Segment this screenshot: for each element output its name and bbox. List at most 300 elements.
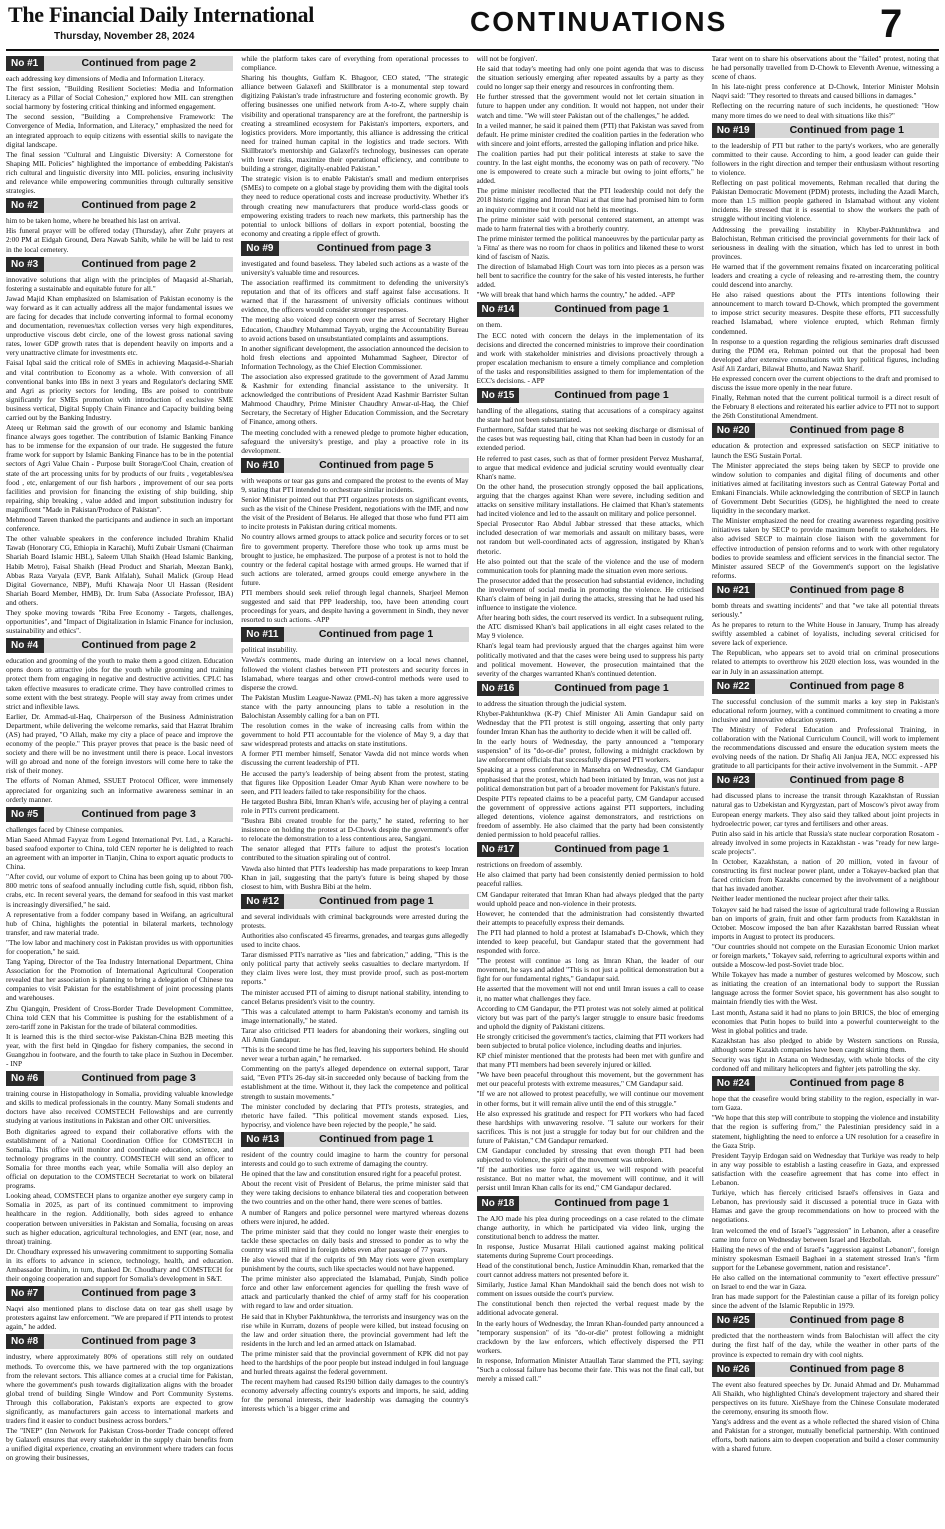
story-paragraph: Tang Yaping, Director of the Tea Industry International Department, China Association for the Promotion of International Agricultural Cooperation revealed that her association is planning to bring a delegation of Chinese tea companies to visit Pakistan for the establishment of joint processing plants and warehouses.: [6, 957, 234, 1003]
story-paragraph: innovative solutions that align with the principles of Maqasid al-Shariah, fostering a sustainable and equitable future for all.": [6, 274, 234, 293]
masthead: [0, 0, 945, 50]
story-paragraph: Reflecting on the recurring nature of such incidents, he questioned: "How many more times do we need to deal with situations like this?": [711, 101, 939, 120]
story-paragraph: will not be forgiven'.: [476, 54, 538, 63]
story-body: [477, 406, 704, 678]
story-number: No #12: [241, 894, 284, 909]
story-body: [6, 656, 233, 804]
story-paragraph: "We will break that hand which harms the country," he added. -APP: [476, 290, 675, 300]
continued-from-label: Continued from page 5: [319, 458, 434, 471]
story-number: No #23: [712, 773, 755, 788]
story-paragraph: He further stressed that the government would not let certain situation in future to happen under any condition. It would not happen, not under their watch and time. "We will steer Pakistan out of the challenges," he added.: [476, 92, 704, 120]
story-paragraph: to the leadership of PTI but rather to the party's workers, who are generally committed to their cause. According to him, a good leader can guide their followers in the right direction and temper their enthusiasm without resorting to violence.: [711, 140, 939, 177]
story-paragraph: Addressing the prevailing instability in Khyber-Pakhtunkhwa and Balochistan, Rehman criticised the provincial governments for their lack of seriousness in dealing with the situation, which has led to unrest in both provinces.: [711, 224, 939, 261]
continued-from-label: Continued from page 8: [789, 774, 904, 787]
story-paragraph: Last month, Astana said it had no plans to join BRICS, the bloc of emerging economies that Putin hopes to build into a powerful counterweight to the West in global politics and trade.: [711, 1007, 939, 1035]
section-title: CONTINUATIONS: [470, 6, 728, 37]
story-paragraph: Putin also said in his article that Russia's state nuclear corporation Rosatom - already involved in some projects in Kazakhstan - was "ready for new large-scale projects".: [711, 828, 939, 856]
continuation-story: [477, 681, 704, 839]
story-paragraph: The event also featured speeches by Dr. Junaid Ahmad and Dr. Muhammad Ali Shaikh, who highlighted China's development trajectory and shared their perspectives on its future. XieShaye from the Chinese Consulate moderated the ceremony, ensuring its smooth flow.: [711, 1379, 939, 1416]
story-paragraph: Commenting on the party's alleged dependence on external support, Tarar said, "Even PTI's 26-day sit-in succeeded only because of backing from the establishment at the time. Without it, they lack the competence and political strength to sustain movements.": [241, 1064, 469, 1101]
story-paragraph: Kazakhstan has also pledged to abide by Western sanctions on Russia, although some Kazakh companies have been caught skirting them.: [711, 1035, 939, 1054]
story-paragraph: He also pointed out that the scale of the violence and the use of modern communication tools for planning made the situation even more serious.: [476, 556, 704, 575]
story-paragraph: Dr. Choudhary expressed his unwavering commitment to supporting Somalia in its efforts to advance in science, technology, health, and education. Ambassador Ibrahim, in turn, thanked Dr. Choudhary and COMSTECH for their ongoing cooperation and support for Somalia's development in S&T.: [6, 1246, 234, 1284]
continuation-story: [241, 627, 468, 890]
story-paragraph: "The low labor and machinery cost in Pakistan provides us with opportunities for cooperation," he said.: [6, 937, 234, 956]
story-paragraph: on them.: [476, 320, 503, 330]
story-number: No #7: [6, 1286, 44, 1301]
story-paragraph: Looking ahead, COMSTECH plans to organize another eye surgery camp in Somalia in 2025, as part of its continued commitment to improving healthcare in the region. Additionally, both sides agreed to enhance cooperation between universities in Pakistan and Somalia, focusing on areas such as higher education, agricultural technologies, and ENT (ear, nose, and throat) training.: [6, 1191, 234, 1246]
story-number: No #11: [241, 627, 283, 642]
continuation-story: [712, 423, 939, 579]
story-paragraph: The "INEP" (Inn Network for Pakistan Cross-border Trade concept offered by Galaxefi ensures that every stakeholder in the supply chain benefits from a unified digital experience, creating an environment where traders can focus on growing their businesses,: [6, 1426, 234, 1463]
story-paragraph: The prosecutor added that the prosecution had substantial evidence, including the involvement of social media in promoting the violence. He criticised Khan's claim of being in jail during the attacks, stressing that he had used his influence to instigate the violence.: [476, 575, 704, 613]
story-paragraph: The association also expressed gratitude to the government of Azad Jammu & Kashmir for extending financial assistance to the university. It acknowledged the contributions of President Azad Kashmir Barrister Sultan Mahmood Chaudhry, Prime Minister Chaudhry Anwar-ul-Haq, the Chief Secretary, the Secretary of Higher Education Commission, and the Secretary of Finance, among others.: [241, 372, 469, 427]
story-paragraph: "This is the second time he has fled, leaving his supporters behind. He should never wear a turban again," he remarked.: [241, 1045, 469, 1064]
story-paragraph: In a veiled manner, he said it pained them (PTI) that Pakistan was saved from default. He prime minister credited the coalition parties in the federation who with sincere and joint efforts, arrested the galloping inflation and price hike.: [476, 120, 704, 148]
story-paragraph: Yang's address and the event as a whole reflected the shared vision of China and Pakistan for a stronger, mutually beneficial partnership. With continued efforts, both nations aim to deepen cooperation and build a closer community with a shared future.: [711, 1417, 939, 1454]
story-paragraph: "If we are not allowed to protest peacefully, we will continue our movement in other forms, but it will remain alive until the end of this struggle.": [476, 1089, 704, 1108]
story-paragraph: In October, Kazakhstan, a nation of 20 million, voted in favour of constructing its first nuclear power plant, under a Tokayev-backed plan that faced criticism from Kazakhs concerned by the involvement of a neighbour that has invaded another.: [711, 857, 939, 894]
story-paragraph: The other valuable speakers in the conference included Ibrahim Khalid Tawab (Honorary CG, Ethiopia in Karachi), Mufti Zubair Usmani (Chairman Shariah Board Islamic HBL), Saleem Ullah Shaikh (Head Islamic Banking, Habib Metro), Faisal Shaikh (Head Product and Shariah, Meezan Bank), Abbas Raza Varyala (EVP, Bank Alfalah), Suhail Malick (Group Head Digital Governance, NBP), Mufti Khawaja Noor Ul Hassan (Resident Shariah Board Member, HMB), Dr. Irum Saba (Associate Professor, IBA) and others.: [6, 534, 234, 607]
continuation-story: [6, 1071, 233, 1283]
story-paragraph: Iran welcomed the end of Israel's "aggression" in Lebanon, after a ceasefire came into force on Wednesday between Israel and Hezbollah.: [711, 1225, 939, 1244]
story-paragraph: The prime minister said that the provincial government of KPK did not pay heed to the hardships of the poor people but instead indulged in foul language and hurled threats against the federal government.: [241, 1348, 469, 1377]
story-paragraph: The second session, "Building a Comprehensive Framework: The Convergence of Media, Information, and Literacy," emphasized the need for an integrated approach to equip citizens with essential skills to navigate the digital landscape.: [6, 112, 234, 149]
story-paragraph: investigated and found baseless. They labeled such actions as a waste of the university's valuable time and resources.: [241, 258, 469, 277]
continued-from-label: Continued from page 1: [554, 843, 669, 856]
story-paragraph: Special Prosecutor Rao Abdul Jabbar stressed that these attacks, which included desecration of war memorials and assault on military bases, were not random but well-coordinated acts of aggression, instigated by Khan's rhetoric.: [476, 519, 704, 556]
continuation-story: [241, 458, 468, 625]
story-header: [6, 56, 233, 71]
story-header: [712, 1362, 939, 1377]
continuation-story: [6, 1334, 233, 1462]
story-header: [241, 241, 468, 256]
story-paragraph: predicted that the northeastern winds from Balochistan will affect the city during the first half of the day, while the weather in other parts of the province is expected to remain dry with cool nights.: [711, 1331, 939, 1359]
story-paragraph: Security was tight in Astana on Wednesday, with whole blocks of the city cordoned off and military helicopters and fighter jets patrolling the sky.: [711, 1055, 939, 1074]
story-header: [477, 681, 704, 696]
story-paragraph: Tarar went on to share his observations about the "failed" protest, noting that he had personally travelled from D-Chowk to Eleventh Avenue, witnessing a scene of chaos.: [711, 54, 939, 82]
story-number: No #2: [6, 198, 44, 213]
story-paragraph: He opined that the law and constitution ensured right for a peaceful protest.: [241, 1169, 462, 1179]
story-body: [6, 74, 233, 195]
continuation-story: [712, 679, 939, 771]
story-paragraph: Turkiye, which has fiercely criticised Israel's offensives in Gaza and Lebanon, has previously said it discussed a potential truce in Gaza with Hamas and gave the group recommendations on how to proceed with the negotiations.: [711, 1188, 939, 1225]
continuation-story: [712, 583, 939, 676]
continued-from-label: Continued from page 3: [81, 1335, 196, 1348]
continued-from-label: Continued from page 1: [319, 894, 434, 907]
story-paragraph: Hailing the news of the end of Israel's "aggression against Lebanon", foreign ministry spokesman Esmaeil Baghaei in a statement stressed Iran's "firm support for the Lebanese government, nation and resistance".: [711, 1244, 939, 1272]
story-paragraph: "We hope that this step will contribute to stopping the violence and instability that the region is suffering from," the Palestinian presidency said in a statement, highlighting the need to enforce a UN resolution for a ceasefire in the Gaza Strip.: [711, 1113, 939, 1150]
story-header: [6, 807, 233, 822]
story-paragraph: hope that the ceasefire would bring stability to the region, especially in war-torn Gaza.: [711, 1094, 939, 1113]
story-paragraph: with weapons or tear gas guns and compared the protest to the events of May 9, stating that PTI intended to orchestrate similar incidents.: [241, 475, 469, 494]
story-body: [241, 1150, 468, 1414]
continued-from-label: Continued from page 8: [789, 1362, 904, 1375]
story-paragraph: He also viewed that if the culprits of 9th May riots were given exemplary punishment by the courts, such like spectacles would not have happened.: [241, 1254, 469, 1274]
story-paragraph: Furthermore, Safdar stated that he was not seeking discharge or dismissal of the cases but was requesting bail, citing that Khan had been in custody for an extended period.: [476, 425, 704, 453]
continuation-story: [241, 54, 468, 238]
story-paragraph: Senior Minister pointed out that PTI organizes protests on significant events, such as the visit of the Chinese President, negotiations with the IMF, and now the visit of the President of Belarus. He alleged that those who fund PTI aim to incite protests in Pakistan during critical moments.: [241, 495, 469, 532]
continued-from-label: Continued from page 8: [789, 583, 904, 596]
story-paragraph: Finally, Rehman noted that the current political turmoil is a direct result of the February 8 elections and reiterated his earlier advice to PTI not to support the 26th Constitutional Amendment.: [711, 393, 939, 421]
story-body: [477, 320, 704, 385]
story-paragraph: resident of the country could imagine to harm the country for personal interests and could go to such extreme of damaging the country.: [241, 1149, 469, 1169]
story-paragraph: On the other hand, the prosecution strongly opposed the bail applications, arguing that the charges against Khan were severe, including sedition and attacks on sensitive military installations. He claimed that Khan's statements had incited violence and led to the assault on military and police personnel.: [476, 481, 704, 519]
story-header: [241, 458, 468, 473]
story-paragraph: "After covid, our volume of export to China has been going up to about 700-800 metric tons of seafood annually including cuttle fish, squid, ribbon fish, crabs, etc. In recent several years, the demand for seafood in this vast market is increasingly diversified," he said.: [6, 872, 234, 909]
story-body: [477, 54, 704, 299]
story-paragraph: The AJO made his plea during proceedings on a case related to the climate change authority, in which he participated via video link, urging the constitutional bench to address the matter.: [476, 1213, 704, 1241]
story-paragraph: Similarly, Justice Jamal Khan Mandokhail said the bench does not wish to comment on issues outside the court's purview.: [476, 1280, 704, 1299]
continued-from-label: Continued from page 3: [81, 807, 196, 820]
story-paragraph: A representative from a fodder company based in Weifang, an agricultural hub of China, highlights the potential in bilateral markets, technology transfer, and raw material trade.: [6, 909, 234, 937]
continuation-story: [6, 1286, 233, 1331]
story-paragraph: The efforts of Noman Ahmed, SSUET Protocol Officer, were immensely appreciated for organizing such an informative awareness seminar in an orderly manner.: [6, 776, 234, 804]
story-paragraph: The first session, "Building Resilient Societies: Media and Information Literacy as a Pillar of Social Cohesion," explored how MIL can strengthen social harmony by fostering critical thinking and informed engagement.: [6, 84, 234, 112]
story-number: No #3: [6, 257, 44, 272]
story-paragraph: handling of the allegations, stating that accusations of a conspiracy against the state had not been substantiated.: [476, 406, 704, 425]
story-paragraph: education and grooming of the youth to make them a good citizen. Education opens doors to attractive jobs for the youth while grooming and training protect them from engaging in negative and destructive activities. CPLC has taken effective measures to eradicate crime. They have controlled crimes to some extent with the best strategy. People will stay away from crimes under strict and inflexible laws.: [6, 656, 234, 711]
story-paragraph: However, he contended that the administration had consistently thwarted their attempts to peacefully express their demands.: [476, 908, 704, 927]
story-paragraph: Mehmood Tareen thanked the participants and audience in such an important conference.: [6, 515, 234, 534]
story-paragraph: The Minister appreciated the steps being taken by SECP to provide one window solution to companies and digital filing of documents and other initiatives aimed at facilitating investors such as Central Gateway Portal and Emkani Financials. While acknowledging the contribution of SECP in launch of Government Debt Securities (GDS), he highlighted the need to create liquidity in the secondary market.: [711, 460, 939, 516]
story-paragraph: "We have been peaceful throughout this movement, but the government has met our peaceful protests with extreme measures," CM Gandapur said.: [476, 1070, 704, 1089]
story-paragraph: He also expressed his gratitude and respect for PTI workers who had faced these hardships with unwavering resolve. "I salute our workers for their sacrifices. This is not just a struggle for today but for our children and the future of Pakistan," CM Gandapur remarked.: [476, 1108, 704, 1145]
story-number: No #10: [241, 458, 284, 473]
story-paragraph: The association reaffirmed its commitment to defending the university's reputation and that of its officers and staff against false accusations. It warned that if the harassment of university officials continues without evidence, the officers would consider stronger responses.: [241, 278, 469, 315]
story-header: [712, 679, 939, 694]
story-paragraph: The resolution comes in the wake of increasing calls from within the government to hold PTI accountable for the violence of May 9, a day that saw widespread protests and attacks on state institutions.: [241, 721, 469, 749]
story-paragraph: The meeting also voiced deep concern over the arrest of Secretary Higher Education, Chaudhry Muhammad Tayyab, urging the Accountability Bureau to avoid actions based on unsubstantiated complaints and assumptions.: [241, 315, 469, 343]
continuation-story: [712, 54, 939, 120]
story-body: [241, 645, 468, 890]
story-header: [477, 302, 704, 317]
story-paragraph: The strategic vision is to enable Pakistan's small and medium enterprises (SMEs) to compete on a global stage by providing them with the digital tools they need to reduce operational costs and increase productivity. Whether it's through creating new manufacturers that produce world-class goods or empowering existing traders to reach new markets, this partnership has the potential to unlock billions of dollars in export potential, boosting the economy and creating a ripple effect of growth.: [241, 174, 469, 238]
story-paragraph: and several individuals with criminal backgrounds were arrested during the protests.: [241, 911, 469, 930]
story-body: [712, 441, 939, 579]
story-paragraph: The prime minister recollected that the PTI leadership could not defy the 2018 historic rigging and Imran Niazi at that time had promised him to form an inquiry committee but it could not held its meetings.: [476, 186, 704, 214]
story-paragraph: "Bushra Bibi created trouble for the party," he stated, referring to her insistence on holding the protest at D-Chowk despite the government's offer to relocate the demonstration to a less contentious area, Sangjani.: [241, 816, 469, 844]
story-header: [712, 423, 939, 438]
continued-from-label: Continued from page 3: [316, 241, 432, 254]
story-paragraph: Tokayev said he had raised the issue of agricultural trade following a Russian ban on imports of grain, fruit and other farm products from Kazakhstan in October. Moscow imposed the ban after Kazakhstan barred Russian wheat imports in August to protect its producers.: [711, 904, 939, 941]
story-paragraph: He also raised questions about the PTI's intentions following their announcement to march toward D-Chowk, which prompted the government to impose strict security measures. Despite these efforts, PTI successfully reached Islamabad, where violence erupted, which Rehman firmly condemned.: [711, 290, 939, 336]
story-body: [712, 1380, 939, 1454]
story-paragraph: Vawda's comments, made during an interview on a local news channel, followed the violent clashes between PTI protesters and security forces in Islamabad, where teargas and other crowd-control methods were used to disperse the crowd.: [241, 655, 469, 692]
story-paragraph: education & protection and expressed satisfaction on SECP initiative to launch the ESG Sustain Portal.: [711, 441, 939, 460]
story-paragraph: The minister concluded by declaring that PTI's protests, strategies, and rhetoric have failed. "This political movement stands exposed. Lies, hypocrisy, and violence have been rejected by the people," he said.: [241, 1101, 469, 1129]
story-paragraph: Zhu Qiangqin, President of Cross-Border Trade Development Committee, China told CEN that his Committee is pushing for the establishment of a zero-tariff zone in Pakistan for the trade of bilateral commodities.: [6, 1003, 234, 1031]
story-paragraph: He said that in Khyber Pakhtunkhwa, the terrorists and insurgency was on the rise while in Kurram, dozens of people were killed, but instead focusing on the law and order situation there, the provincial government had left the residents in the lurch and led an armed attack on Islamabad.: [241, 1311, 469, 1348]
story-header: [6, 1334, 233, 1349]
continuation-story: [712, 1362, 939, 1454]
story-body: [477, 860, 704, 1192]
story-number: No #25: [712, 1313, 755, 1328]
story-paragraph: The recent mayhem had caused Rs190 billion daily damages to the country's economy adversely affecting country's exports and imports, he said, adding for the personal interests, their leadership was damaging the country's interests which 'is a bigger crime and: [241, 1377, 469, 1414]
continuation-story: [6, 257, 233, 636]
story-paragraph: The meeting concluded with a renewed pledge to promote higher education, safeguard the university's prestige, and play a proactive role in its development.: [241, 427, 469, 455]
story-body: [712, 54, 939, 120]
story-paragraph: The minister accused PTI of aiming to disrupt national stability, intending to cancel Belarus president's visit to the country.: [241, 987, 469, 1006]
continued-from-label: Continued from page 3: [81, 1072, 196, 1085]
story-paragraph: training course in Histopathology in Somalia, providing valuable knowledge and skills to medical professionals in the country. Many Somali students and doctors have also received COMSTECH Fellowships and are currently studying at various institutions in Pakistan and other OIC universities.: [6, 1089, 234, 1126]
story-paragraph: The final session "Cultural and Linguistic Diversity: A Cornerstone for Shaping MIL Policies" highlighted the importance of embedding Pakistan's rich cultural and linguistic diversity into MIL policies, ensuring inclusivity and relevance while empowering communities through culturally sensitive strategies.: [6, 149, 234, 196]
story-paragraph: In response to a question regarding the religious seminaries draft discussed during the PDM era, Rehman pointed out that the proposal had been developed after extensive consultations with key political figures, including Asif Ali Zardari, Bilawal Bhutto, and Nawaz Sharif.: [711, 336, 939, 373]
story-paragraph: challenges faced by Chinese companies.: [6, 824, 124, 834]
continued-from-label: Continued from page 3: [81, 1287, 196, 1300]
continuation-story: [6, 198, 233, 253]
story-paragraph: Jawad Majid Khan emphasized on Islamisation of Pakistan economy is the way forward as it can actually address all the major fundamental issues we are facing for decades that include converting informal to formal economy and documentation, revenues/tax collection verses very high expenditures, unproductive viscous debt circle, one of the lowest gross national saving rates, lower GDP growth rates that is dependent heavily on imports and a very unattractive climate for investments etc.: [6, 293, 234, 358]
story-paragraph: The prime minister said with personal centered statement, an attempt was made to harm fraternal ties with a brotherly country.: [476, 214, 704, 233]
story-header: [6, 638, 233, 653]
story-number: No #15: [477, 388, 520, 403]
story-paragraph: Both dignitaries agreed to expand their collaborative efforts with the establishment of a National Coordination Office for COMSTECH in Somalia. This office will monitor and coordinate education, science, and technology programs in the country. COMSTECH will send an officer to Somalia for three months each year, while Somalia will also deploy an official on deputation to the COMSTECH Secretariat to work on bilateral programs.: [6, 1126, 234, 1191]
story-paragraph: Naqvi also mentioned plans to disclose data on tear gas shell usage by protesters against law enforcement. "We are prepared if PTI intends to protest again," he added.: [6, 1304, 234, 1332]
continuation-story: [477, 1196, 704, 1384]
story-body: [6, 1352, 233, 1462]
story-paragraph: The Minister emphasized the need for creating awareness regarding positive initiatives taken by SECP to provide maximum benefit to stakeholders. He also advised SECP to maintain close liaison with the government for effective introduction of pension reforms and to work with other regulatory bodies to provide seamless and efficient services in the financial sector. The Minister assured SECP of the Government's support on the legislative reforms.: [711, 516, 939, 580]
story-paragraph: Speaking at a press conference in Mansehra on Wednesday, CM Gandapur emphasised that the protest, which had been initiated by Imran, was not just a political demonstration but part of a broader movement for Pakistan's future.: [476, 765, 704, 793]
continuation-story: [712, 773, 939, 1073]
story-paragraph: While Tokayev has made a number of gestures welcomed by Moscow, such as initiating the creation of an international body to support the Russian language across the former Soviet space, his government has also sought to maintain friendly ties with the West.: [711, 970, 939, 1007]
story-header: [712, 1076, 939, 1091]
story-number: No #4: [6, 638, 44, 653]
story-paragraph: Sharing his thoughts, Gulfam K. Bhagoor, CEO stated, "The strategic alliance between Galaxefi and Skillbrator is a monumental step toward digitizing Pakistan's trade infrastructure and fostering economic growth. By offering businesses one unified network from A-to-Z, where supply chain visibility and operational transparency are at the forefront, the partnership is creating a streamlined ecosystem for Pakistan's importers, exporters, and logistics providers. More importantly, this alliance is addressing the critical need for trained human capital in the logistics and trade sectors. With Skillbrator's mentorship and Galaxefi's technology, businesses can operate with lower risks, maximize their operational efficiency, and contribute to building a stronger, digitally-enabled Pakistan.": [241, 73, 469, 174]
story-header: [712, 123, 939, 138]
story-paragraph: The prime minister also appreciated the Islamabad, Punjab, Sindh police force and other law enforcement agencies for quelling the fresh wave of attack and particularly thanked the chief of army staff for his cooperation with regard to law and order situation.: [241, 1274, 469, 1311]
continued-from-label: Continued from page 2: [81, 639, 196, 652]
column-4: [712, 54, 939, 1526]
continued-from-label: Continued from page 1: [554, 389, 669, 402]
continuation-story: [6, 807, 233, 1068]
continued-from-label: Continued from page 8: [789, 679, 904, 692]
story-number: No #13: [241, 1132, 284, 1147]
story-paragraph: The Republican, who appears set to avoid trial on criminal prosecutions related to attempts to overthrow his 2020 election loss, was wounded in the ear in July in an assassination attempt.: [711, 648, 939, 676]
continued-from-label: Continued from page 2: [81, 57, 196, 69]
story-number: No #9: [241, 241, 279, 256]
story-paragraph: The ECC noted with concern the delays in the implementation of its decisions and directed the concerned ministries to improve their coordination and work with stakeholder ministries and divisions proactively through a proper escalation mechanism to ensure a timely compliance and completion of the tasks and responsibilities assigned to them for implementation of the ECC's decisions. - APP: [476, 330, 704, 385]
story-paragraph: each addressing key dimensions of Media and Information Literacy.: [6, 74, 205, 83]
story-paragraph: restrictions on freedom of assembly.: [476, 860, 583, 870]
story-body: [241, 54, 468, 238]
story-number: No #21: [712, 583, 755, 598]
story-paragraph: His funeral prayer will be offered today (Thursday), after Zuhr prayers at 2:00 PM at Eidgah Ground, Dera Nawab Sahib, while he will be laid to rest in the local cemetery.: [6, 226, 234, 254]
story-body: [6, 825, 233, 1068]
story-body: [6, 1304, 233, 1331]
story-paragraph: Tarar also criticised PTI leaders for abandoning their workers, singling out Ali Amin Gandapur.: [241, 1025, 469, 1044]
story-header: [241, 627, 468, 642]
story-paragraph: In the early hours of Wednesday, the Imran Khan-founded party announced a "temporary suspension" of its "do-or-die" protest following a midnight crackdown by the law enforcers, which effectively dispersed the PTI workers.: [476, 1318, 704, 1355]
story-paragraph: political instability.: [241, 645, 298, 655]
story-paragraph: He asserted that the movement will not end until Imran issues a call to cease it, no matter what challenges they face.: [476, 984, 704, 1003]
story-paragraph: The constitutional bench then rejected the verbal request made by the additional advocate general.: [476, 1299, 704, 1318]
column-2: [241, 54, 468, 1526]
story-paragraph: After hearing both sides, the court reserved its verdict. In a subsequent ruling, the ATC dismissed Khan's bail applications in all eight cases related to the May 9 violence.: [476, 613, 704, 641]
story-body: [6, 216, 233, 253]
continuation-story: [6, 638, 233, 804]
story-number: No #8: [6, 1334, 44, 1349]
continuation-story: [241, 894, 468, 1129]
continuation-story: [477, 842, 704, 1192]
story-header: [241, 1132, 468, 1147]
story-paragraph: President Tayyip Erdogan said on Wednesday that Turkiye was ready to help in any way possible to establish a lasting ceasefire in Gaza, and expressed satisfaction with the ceasefire agreement that has come into effect in Lebanon.: [711, 1150, 939, 1188]
story-paragraph: The direction of Islamabad High Court was torn into pieces as a person was hell bent to sacrifice the country for the sake of his vested interests, he further added.: [476, 262, 704, 290]
story-header: [477, 842, 704, 857]
story-paragraph: In response, Information Minister Attaullah Tarar slammed the PTI, saying: "Such a colossal failure has become their fate. This was not the final call, but merely a missed call.": [476, 1355, 704, 1384]
story-number: No #5: [6, 807, 44, 822]
story-paragraph: The prime minister termed the political manoeuvres by the particular party as 'a Fitna' as there was no room for chaos in politics and likened these to worst kind of fascism of Nazis.: [476, 233, 704, 261]
story-paragraph: He strongly criticised the government's tactics, claiming that PTI workers had been subjected to brutal police violence, including deaths and injuries.: [476, 1031, 704, 1050]
continuation-story: [6, 56, 233, 195]
story-paragraph: The prime minister said that they could no longer waste their energies to tackle these spectacles on daily basis and stressed to ponder as to why the country was still mired in foreign debts even after passage of 77 years.: [241, 1226, 469, 1254]
continued-from-label: Continued from page 1: [789, 123, 904, 136]
story-paragraph: In another significant development, the association announced the decision to hold fresh elections and appointed Muhammad Sagheer, Director of Information Technology, as the Chief Election Commissioner.: [241, 343, 469, 371]
story-body: [712, 601, 939, 676]
story-paragraph: In his late-night press conference at D-Chowk, Interior Minister Mohsin Naqvi said: "They resorted to threats and caused billions in damages.": [711, 82, 939, 101]
story-header: [6, 257, 233, 272]
story-paragraph: He warned that if the government remains fixated on incarcerating political leaders and creating a cycle of releasing and re-arresting them, the country could descend into anarchy.: [711, 261, 939, 290]
story-paragraph: He targeted Bushra Bibi, Imran Khan's wife, accusing her of playing a central role in PTI's current predicament.: [241, 796, 469, 815]
story-paragraph: Tarar dismissed PTI's narrative as "lies and fabrication," adding, "This is the only political party that actively seeks casualties to declare martyrdom. If they claim lives were lost, they must provide proof, such as post-mortem reports.": [241, 950, 469, 987]
story-paragraph: About the recent visit of President of Belarus, the prime minister said that they were taking decisions to enhance bilateral ties and cooperation between the two countries and on the other hand, there were scenes of battles.: [241, 1179, 469, 1207]
story-paragraph: bomb threats and swatting incidents" and that "we take all potential threats seriously.": [711, 600, 939, 619]
story-paragraph: The PTI had planned to hold a protest at Islamabad's D-Chowk, which they intended to keep peaceful, but Gandapur stated that the government had responded with force.: [476, 927, 704, 956]
story-paragraph: In the early hours of Wednesday, the party announced a "temporary suspension" of its "do-or-die" protest, following a midnight crackdown by law enforcement officials that successfully dispersed PTI workers.: [476, 737, 704, 765]
story-paragraph: A former PTI member himself, Senator Vawda did not mince words when discussing the current leadership of PTI.: [241, 749, 469, 768]
continued-from-label: Continued from page 1: [319, 1132, 434, 1145]
continuation-story: [712, 1313, 939, 1358]
story-number: No #6: [6, 1071, 44, 1086]
continuation-story: [712, 123, 939, 421]
continued-from-label: Continued from page 8: [789, 424, 904, 437]
columns: [6, 54, 939, 1526]
issue-date: Thursday, November 28, 2024: [54, 31, 195, 42]
story-paragraph: while the platform takes care of everything from operational processes to compliance.: [241, 54, 469, 73]
story-header: [477, 388, 704, 403]
continued-from-label: Continued from page 1: [554, 303, 669, 316]
story-paragraph: Authorities also confiscated 45 firearms, grenades, and teargas guns allegedly used to incite chaos.: [241, 930, 469, 950]
story-header: [6, 1071, 233, 1086]
story-paragraph: him to be taken home, where he breathed his last on arrival.: [6, 216, 181, 226]
story-paragraph: In response, Justice Musarrat Hilali cautioned against making political statements during Supreme Court proceedings.: [476, 1241, 704, 1260]
story-body: [241, 912, 468, 1129]
story-paragraph: According to CM Gandapur, the PTI protest was not solely aimed at political victory but was part of the party's larger struggle to ensure basic freedoms and uphold the dignity of Pakistani citizens.: [476, 1003, 704, 1031]
story-body: [6, 275, 233, 636]
story-number: No #16: [477, 681, 520, 696]
story-paragraph: "This was a calculated attempt to harm Pakistan's economy and tarnish its image internationally," he stated.: [241, 1006, 469, 1025]
story-paragraph: Ateeq ur Rehman said the growth of our economy and Islamic banking finance always goes together. The contribution of Islamic Banking Finance has to be immense for the expansion of our trade. He suggested the future frame work for support by Islamic Banking Finance has to be in the potential sectors of Agri Value Chain - Purpose built Storage/Cool Chain, creation of state of the art processing units for by products of our fruits , vegetables/sea food , etc, enlargement of our fish harbors , improvement of our sea ports facilities and provision for financing the existing of ship building, ship repairing, ship breaking , value added and import substitution industry for magnificent "Made in Pakistan/Produce of Pakistan".: [6, 423, 234, 514]
story-paragraph: As he prepares to return to the White House in January, Trump has already swiftly assembled a cabinet of loyalists, including several criticised for severe lack of experience.: [711, 620, 939, 648]
masthead-rule: [6, 49, 939, 51]
continued-from-label: Continued from page 1: [318, 628, 434, 641]
page-number: 7: [880, 2, 903, 46]
story-number: No #19: [712, 123, 755, 138]
story-paragraph: Khyber-Pakhtunkhwa (K-P) Chief Minister Ali Amin Gandapur said on Wednesday that the PTI protest is still ongoing, asserting that only party founder Imran Khan has the authority to decide when it will be called off.: [476, 708, 704, 737]
continuation-story: [477, 302, 704, 385]
story-paragraph: Vawda also hinted that PTI's leadership has made preparations to keep Imran Khan in jail, suggesting that the party's future is being shaped by those closest to him, with Bushra Bibi at the helm.: [241, 863, 469, 891]
story-number: No #20: [712, 423, 755, 438]
column-1: [6, 54, 233, 1526]
story-paragraph: Neither leader mentioned the nuclear project after their talks.: [711, 894, 890, 904]
continued-from-label: Continued from page 2: [81, 199, 196, 212]
story-paragraph: He accused the party's leadership of being absent from the protest, stating that figures like Opposition Leader Omar Ayub Khan were nowhere to be seen, and PTI leaders failed to take responsibility for the chaos.: [241, 768, 469, 796]
continuation-story: [241, 241, 468, 455]
story-number: No #26: [712, 1362, 755, 1377]
continuation-story: [477, 54, 704, 299]
story-paragraph: He said that today's meeting had only one point agenda that was to discuss the situation seriously emerging after repeated assaults by a party as they could no longer sap their energy and resources in confronting them.: [476, 64, 704, 92]
continued-from-label: Continued from page 1: [554, 1196, 669, 1209]
story-header: [712, 583, 939, 598]
story-body: [712, 791, 939, 1073]
story-header: [712, 773, 939, 788]
story-header: [241, 894, 468, 909]
story-paragraph: "Our countries should not compete on the Eurasian Economic Union market or foreign markets," Tokayev said, referring to agricultural exports within and outside a Moscow-led post-Soviet trade bloc.: [711, 941, 939, 970]
story-paragraph: The Ministry of Federal Education and Professional Training, in collaboration with the National Curriculum Council, will work to implement the recommendations discussed and ensure the education system meets the evolving needs of the nation. Dr Shafiq Ali Janjua JEA, NCC expressed his gratitude to all participants for their active involvement in the Summit. - APP: [711, 724, 939, 771]
story-body: [241, 259, 468, 455]
story-paragraph: Reflecting on past political movements, Rehman recalled that during the Pakistan Democratic Movement (PDM) protests, including the Azadi March, more than 1.5 million people gathered in Islamabad without any violent incidents. He stressed that it is essential to show the workers the path of struggle without inciting violence.: [711, 178, 939, 224]
story-number: No #14: [477, 302, 520, 317]
story-paragraph: They spoke moving towards "Riba Free Economy - Targets, challenges, opportunities", and "Impact of Digitalization in Islamic Finance for inclusion, sustainability and ethics".: [6, 607, 234, 636]
continued-from-label: Continued from page 2: [81, 257, 196, 270]
story-body: [477, 1214, 704, 1384]
continuation-story: [712, 1076, 939, 1310]
story-header: [6, 198, 233, 213]
story-paragraph: Faisal Iqbal said the critical role of SMEs in achieving Maqasid-e-Shariah and vital contribution to Economy as a whole. With conversion of all conventional banks into IBs in next 3 years and Regulator's declaring SME and Agri as priority sectors for lending, IBs are poised to contribute significantly for SMEs promotion with introduction of exclusive SME business vertical, Digital Supply Chain Finance and Capacity building being carried out by the Banking Industry.: [6, 358, 234, 422]
story-body: [241, 476, 468, 625]
story-body: [712, 697, 939, 771]
story-paragraph: The Pakistan Muslim League-Nawaz (PML-N) has taken a more aggressive stance with the party announcing plans to table a resolution in the Balochistan Assembly calling for a ban on PTI.: [241, 692, 469, 720]
story-body: [6, 1089, 233, 1283]
story-paragraph: He also called on the international community to "exert effective pressure" on Israel to end the war in Gaza.: [711, 1272, 939, 1292]
continued-from-label: Continued from page 8: [789, 1077, 904, 1090]
story-paragraph: to address the situation through the judicial system.: [476, 698, 627, 708]
story-paragraph: Despite PTI's repeated claims to be a peaceful party, CM Gandapur accused the government of oppressive actions against PTI supporters, including alleged detentions, violence against demonstrators, and restrictions on freedom of assembly. He also claimed that the party had been consistently denied permission to hold peaceful rallies.: [476, 793, 704, 840]
story-paragraph: CM Gandapur concluded by stressing that even though PTI had been subjected to violence, the spirit of the movement was unbroken.: [476, 1146, 704, 1165]
story-body: [712, 1094, 939, 1310]
story-paragraph: CM Gandapur reiterated that Imran Khan had always pledged that the party would uphold peace and non-violence in their protests.: [476, 889, 704, 908]
story-body: [712, 141, 939, 421]
story-paragraph: had discussed plans to increase the transit through Kazakhstan of Russian natural gas to Uzbekistan and Kyrgyzstan, part of Moscow's pivot away from European energy markets. They also said they talked about joint projects in hydroelectric power, car tyres and fertilisers and other areas.: [711, 791, 939, 828]
story-paragraph: No country allows armed groups to attack police and security forces or to set fire to government property. Therefore those who took up arms must be brought to justice, he emphasized. The purpose of a protest is not to hold the country or the federal capital hostage with armed groups. He warned that if such actions are tolerated, armed groups could emerge anywhere in the future.: [241, 532, 469, 587]
column-3: [477, 54, 704, 1526]
story-paragraph: KP chief minister mentioned that the protests had been met with gunfire and that many PTI members had been severely injured or killed.: [476, 1051, 704, 1070]
story-body: [477, 699, 704, 839]
story-paragraph: He referred to past cases, such as that of former president Pervez Musharraf, to argue that medical evidence and judicial scrutiny would eventually clear Khan's name.: [476, 453, 704, 481]
story-paragraph: Head of the constitutional bench, Justice Aminuddin Khan, remarked that the court cannot address matters not presented before it.: [476, 1260, 704, 1280]
story-header: [712, 1313, 939, 1328]
story-paragraph: Mian Saeed Ahmad Fayyaz from Legend International Pvt. Ltd., a Karachi-based seafood exporter to China, told CEN reporter he is delighted to reach an agreement with an importer in Tianjin, China to export aquatic products to China.: [6, 834, 234, 872]
story-paragraph: Iran has made support for the Palestinian cause a pillar of its foreign policy since the advent of the Islamic Republic in 1979.: [711, 1292, 939, 1311]
story-number: No #24: [712, 1076, 755, 1091]
continued-from-label: Continued from page 1: [554, 681, 669, 694]
continued-from-label: Continued from page 8: [789, 1314, 904, 1327]
newspaper-title: The Financial Daily International: [8, 2, 315, 27]
story-paragraph: PTI members should seek relief through legal channels, Sharjeel Memon suggested and said that PPP leadership, too, have been attending court proceedings for years, and despite having a government in Sindh, they never resorted to such actions. -APP: [241, 587, 469, 625]
story-paragraph: The successful conclusion of the summit marks a key step in Pakistan's educational reform journey, with a continued commitment to creating a more inclusive and innovative education system.: [711, 696, 939, 724]
story-body: [712, 1331, 939, 1358]
story-paragraph: He expressed concern over the current objections to the draft and promised to discuss the issue more openly in the near future.: [711, 374, 939, 393]
story-number: No #17: [477, 842, 520, 857]
story-number: No #1: [6, 56, 44, 71]
story-header: [477, 1196, 704, 1211]
story-header: [6, 1286, 233, 1301]
story-number: No #22: [712, 679, 755, 694]
story-paragraph: Khan's legal team had previously argued that the charges against him were politically motivated and that the cases were being used to suppress his party and political movement. However, the prosecution maintained that the severity of the charges warranted Khan's continued detention.: [476, 641, 704, 678]
story-paragraph: industry, where approximately 80% of operations still rely on outdated methods. To overcome this, we have partnered with the top organizations from the relevant sectors. This alliance comes at a crucial time for Pakistan, where the government's push towards digitalization aligns with the broader global trend of building Single Window and Port Community Systems. Through this collaboration, Pakistan's exports are expected to grow significantly, as manufacturers gain access to international markets and traders find it easier to conduct business across borders.": [6, 1352, 234, 1426]
story-number: No #18: [477, 1196, 520, 1211]
continuation-story: [477, 388, 704, 678]
story-paragraph: The coalition parties had put their political interests at stake to save the country. In the last eight months, the economy was on path of recovery. "No one is empowered to create such a miracle but owing to joint efforts," he added.: [476, 148, 704, 186]
